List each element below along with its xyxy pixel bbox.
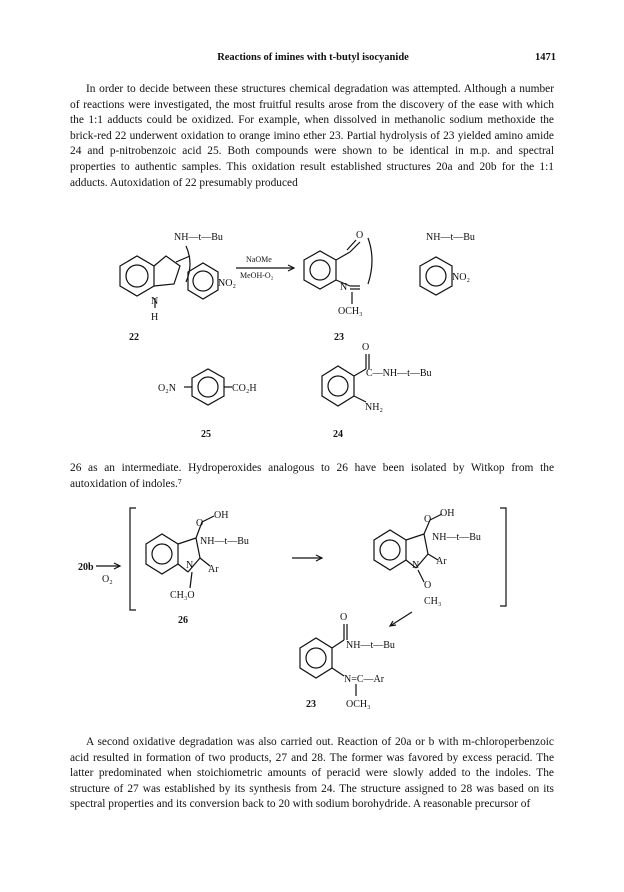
nh-tbu-right-2: NH—t—Bu (432, 532, 481, 543)
paragraph-3 (70, 735, 554, 813)
o-right: O (424, 514, 432, 525)
o-23-bottom: O (340, 612, 348, 623)
scheme-2 (0, 500, 624, 720)
paragraph-1-text: In order to decide between these structures chemical degradation was attempted. Although a number of reactions were investigated, the most fruitful results arose from the discovery of the ease with which the 1:1 adducts could be oxidized. For example, when dissolved in methanolic sodium methoxide the brick-red 22 underwent oxidation to orange imino ether 23. Partial hydrolysis of 23 yielded amino amide 24 and p-nitrobenzoic acid 25. Both compounds were shown to be identical in m.p. and spectral properties to authentic samples. This oxidation result established structures 20a and 20b for the 1:1 adducts. Autoxidation of 22 presumably produced (70, 83, 554, 189)
nh-tbu-26: NH—t—Bu (200, 536, 249, 547)
start-20b: 20b (78, 562, 94, 573)
o-bridge: O (424, 580, 432, 591)
nitrophenyl-right (420, 257, 452, 295)
ch3-right: CH₃ (424, 596, 442, 607)
nh-tbu-right: NH—t—Bu (426, 232, 475, 243)
o-24: O (362, 342, 370, 353)
label-26: 26 (178, 615, 188, 626)
nitrophenyl-left (188, 263, 218, 299)
compound-26-structure (146, 516, 214, 588)
compound-23-structure (304, 238, 372, 304)
label-23: 23 (334, 332, 344, 343)
reagent-o2: O₂ (102, 574, 113, 585)
page-number: 1471 (535, 52, 556, 63)
o-23: O (356, 230, 364, 241)
nh2-24: NH₂ (365, 402, 383, 413)
reagent-naome: NaOMe (246, 255, 272, 264)
paragraph-1 (70, 82, 554, 191)
ar-left: Ar (208, 564, 219, 575)
n-c-ar: N=C—Ar (344, 674, 385, 685)
o-left: O (196, 518, 204, 529)
running-title: Reactions of imines with t-butyl isocyanide (217, 52, 409, 63)
ooh-left: OH (214, 510, 229, 521)
och3-23: OCH₃ (338, 306, 363, 317)
paragraph-3-text: A second oxidative degradation was also carried out. Reaction of 20a or b with m-chloroperbenzoic acid resulted in formation of two products, 27 and 28. The former was favored by excess peracid. The latter predominated when stoichiometric amounts of peracid were slowly added to the indoles. The structure of 27 was established by its synthesis from 24. The structure assigned to 28 was based on its spectral properties and its conversion back to 20 with sodium borohydride. A reasonable precursor of (70, 736, 554, 811)
nh-tbu-23-bottom: NH—t—Bu (346, 640, 395, 651)
ch3o-26: CH₃O (170, 590, 195, 601)
ar-right: Ar (436, 556, 447, 567)
dioxetane-intermediate-structure (374, 514, 442, 582)
n-right-2: N (412, 560, 420, 571)
compound-23-bottom-structure (300, 624, 356, 696)
n-26: N (186, 560, 194, 571)
label-25: 25 (201, 429, 211, 440)
paragraph-2-text: 26 as an intermediate. Hydroperoxides analogous to 26 have been isolated by Witkop from the autoxidation of indoles.⁷ (70, 462, 554, 490)
co2h-25: CO₂H (232, 383, 257, 394)
page-header (70, 52, 556, 68)
reagent-meoh-o2: MeOH-O₂ (240, 271, 274, 280)
compound-25-structure (192, 369, 224, 405)
label-24: 24 (333, 429, 343, 440)
c-nh-tbu-24: C—NH—t—Bu (366, 368, 432, 379)
nh-tbu-left: NH—t—Bu (174, 232, 223, 243)
label-22: 22 (129, 332, 139, 343)
label-23-bottom: 23 (306, 699, 316, 710)
scheme-1 (0, 226, 624, 456)
compound-22-structure (120, 246, 190, 296)
n-left: N (151, 296, 159, 307)
n-right: N (340, 282, 348, 293)
paragraph-2 (70, 461, 554, 492)
no2-left: NO₂ (218, 278, 236, 289)
h-left: H (151, 312, 159, 323)
o2n-25: O₂N (158, 383, 176, 394)
och3-23-bottom: OCH₃ (346, 699, 371, 710)
compound-24-structure (322, 354, 369, 406)
ooh-right: OH (440, 508, 455, 519)
no2-right: NO₂ (452, 272, 470, 283)
